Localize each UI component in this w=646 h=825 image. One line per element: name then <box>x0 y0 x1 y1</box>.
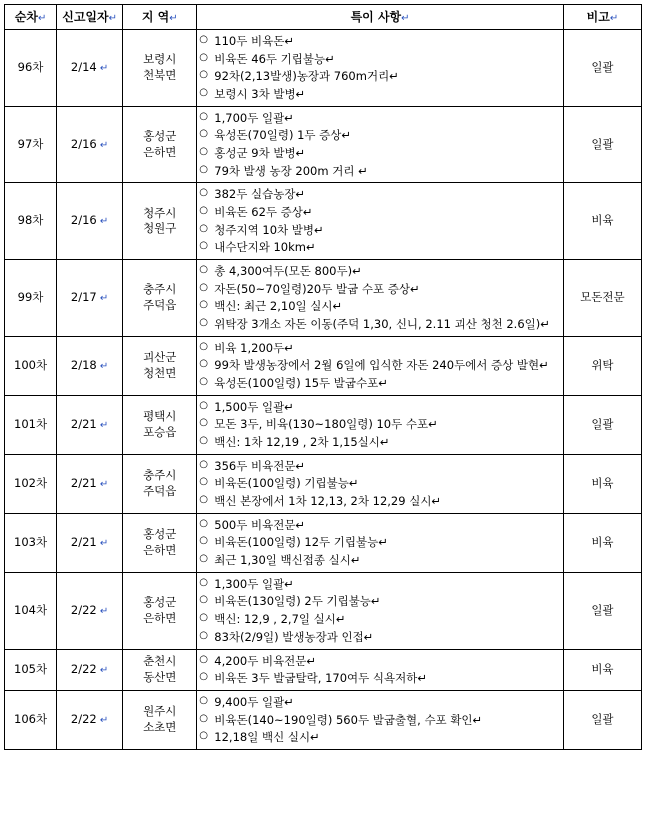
cell-sequence-no: 101차 <box>5 395 57 454</box>
cell-memo: 일괄 <box>563 106 641 183</box>
cell-sequence-no: 96차 <box>5 30 57 107</box>
note-item <box>199 629 561 646</box>
region-line: 청원구 <box>143 221 177 236</box>
region-line: 청주시 <box>143 205 177 220</box>
pilcrow-icon: ↵ <box>96 538 109 550</box>
note-item <box>199 375 561 392</box>
note-text: 356두 비육전문↵ <box>214 458 306 473</box>
region-line: 보령시 <box>143 52 177 67</box>
region-line: 청천면 <box>143 365 177 380</box>
note-item <box>199 239 561 256</box>
note-text: 9,400두 일괄↵ <box>214 694 294 709</box>
note-item <box>199 357 561 374</box>
bullet-circle-icon: ○ <box>199 281 209 293</box>
cell-sequence-no: 103차 <box>5 513 57 572</box>
notes-list <box>199 110 561 180</box>
column-header-notes: 특이 사항↵ <box>197 5 564 30</box>
bullet-circle-icon: ○ <box>199 535 209 547</box>
note-item <box>199 552 561 569</box>
region-line: 은하면 <box>143 610 177 625</box>
cell-notes <box>197 513 564 572</box>
pilcrow-icon: ↵ <box>401 12 410 24</box>
note-text: 백신: 1차 12,19 , 2차 1,15실시↵ <box>214 435 390 450</box>
bullet-circle-icon: ○ <box>199 87 209 99</box>
note-text: 모돈 3두, 비육(130~180일령) 10두 수포↵ <box>214 417 438 432</box>
cell-sequence-no: 105차 <box>5 649 57 690</box>
cell-report-date: 2/22 ↵ <box>57 572 123 649</box>
note-item <box>199 458 561 475</box>
pilcrow-icon: ↵ <box>96 361 109 372</box>
outbreak-report-table <box>4 4 642 750</box>
table-body <box>5 30 642 750</box>
cell-report-date: 2/14 ↵ <box>57 30 123 107</box>
note-item <box>199 204 561 221</box>
note-text: 99차 발생농장에서 2월 6일에 입식한 자돈 240두에서 증상 발현↵ <box>214 358 549 373</box>
bullet-circle-icon: ○ <box>199 163 209 175</box>
table-row <box>5 513 642 572</box>
note-text: 육성돈(70일령) 1두 증상↵ <box>214 128 352 143</box>
cell-notes <box>197 572 564 649</box>
region-line: 은하면 <box>143 144 177 159</box>
note-item <box>199 712 561 729</box>
note-text: 내수단지와 10km↵ <box>214 240 316 255</box>
table-row <box>5 183 642 260</box>
cell-region <box>123 513 197 572</box>
bullet-circle-icon: ○ <box>199 187 209 199</box>
table-row <box>5 106 642 183</box>
bullet-circle-icon: ○ <box>199 417 209 429</box>
pilcrow-icon: ↵ <box>96 293 109 305</box>
note-item <box>199 222 561 239</box>
note-item <box>199 517 561 534</box>
cell-memo: 일괄 <box>563 572 641 649</box>
table-row <box>5 690 642 749</box>
region-line: 주덕읍 <box>143 483 177 498</box>
region-line: 춘천시 <box>143 654 177 669</box>
note-text: 110두 비육돈↵ <box>214 34 294 48</box>
cell-notes <box>197 30 564 107</box>
note-text: 최근 1,30일 백신접종 실시↵ <box>214 553 361 568</box>
note-item <box>199 51 561 68</box>
cell-sequence-no: 99차 <box>5 260 57 337</box>
note-item <box>199 534 561 551</box>
notes-list <box>199 399 561 451</box>
bullet-circle-icon: ○ <box>199 110 209 122</box>
bullet-circle-icon: ○ <box>199 399 209 411</box>
pilcrow-icon: ↵ <box>37 12 47 24</box>
pilcrow-icon: ↵ <box>609 12 619 24</box>
pilcrow-icon: ↵ <box>96 715 109 727</box>
pilcrow-icon: ↵ <box>96 479 109 491</box>
note-text: 자돈(50~70일령)20두 발굽 수포 증상↵ <box>214 281 420 296</box>
note-item <box>199 145 561 162</box>
note-text: 백신: 최근 2,10일 실시↵ <box>214 299 343 314</box>
cell-memo: 위탁 <box>563 336 641 395</box>
note-text: 비육돈(130일령) 2두 기립불능↵ <box>214 594 381 609</box>
pilcrow-icon: ↵ <box>96 63 109 75</box>
note-text: 4,200두 비육전문↵ <box>214 653 317 668</box>
table-row <box>5 260 642 337</box>
region-line: 포승읍 <box>143 424 177 439</box>
region-line: 주덕읍 <box>143 297 177 312</box>
note-text: 비육돈 62두 증상↵ <box>214 205 313 220</box>
region-line: 소초면 <box>143 719 177 734</box>
note-item <box>199 694 561 711</box>
table-row <box>5 454 642 513</box>
cell-region <box>123 572 197 649</box>
cell-sequence-no: 97차 <box>5 106 57 183</box>
cell-report-date: 2/18 ↵ <box>57 336 123 395</box>
note-text: 79차 발생 농장 200m 거리 ↵ <box>214 163 368 178</box>
cell-region <box>123 30 197 107</box>
cell-region <box>123 690 197 749</box>
table-row <box>5 649 642 690</box>
column-header-memo: 비고↵ <box>563 5 641 30</box>
region-line: 홍성군 <box>143 129 177 144</box>
bullet-circle-icon: ○ <box>199 476 209 488</box>
pilcrow-icon: ↵ <box>169 12 178 24</box>
bullet-circle-icon: ○ <box>199 458 209 470</box>
bullet-circle-icon: ○ <box>199 694 209 706</box>
cell-notes <box>197 395 564 454</box>
bullet-circle-icon: ○ <box>199 594 209 606</box>
cell-report-date: 2/16 ↵ <box>57 183 123 260</box>
column-header-date: 신고일자↵ <box>57 5 123 30</box>
cell-region <box>123 395 197 454</box>
bullet-circle-icon: ○ <box>199 299 209 311</box>
cell-sequence-no: 98차 <box>5 183 57 260</box>
cell-report-date: 2/21 ↵ <box>57 395 123 454</box>
note-text: 백신 본장에서 1차 12,13, 2차 12,29 실시↵ <box>214 494 442 509</box>
note-text: 1,500두 일괄↵ <box>214 399 294 414</box>
bullet-circle-icon: ○ <box>199 612 209 624</box>
note-text: 총 4,300여두(모돈 800두)↵ <box>214 264 362 279</box>
note-text: 비육돈 3두 발굽탈락, 170여두 식욕저하↵ <box>214 671 427 686</box>
note-item <box>199 576 561 593</box>
bullet-circle-icon: ○ <box>199 358 209 370</box>
notes-list <box>199 33 561 103</box>
bullet-circle-icon: ○ <box>199 494 209 506</box>
pilcrow-icon: ↵ <box>96 216 109 228</box>
note-text: 12,18일 백신 실시↵ <box>214 730 320 745</box>
note-item <box>199 110 561 127</box>
region-line: 홍성군 <box>143 527 177 542</box>
region-line: 천북면 <box>143 67 177 82</box>
note-text: 위탁장 3개소 자돈 이동(주덕 1,30, 신니, 2.11 괴산 청천 2.6일)↵ <box>214 317 550 332</box>
cell-sequence-no: 106차 <box>5 690 57 749</box>
note-text: 382두 실습농장↵ <box>214 187 306 202</box>
note-text: 1,300두 일괄↵ <box>214 576 294 591</box>
region-line: 원주시 <box>143 704 177 719</box>
bullet-circle-icon: ○ <box>199 553 209 565</box>
bullet-circle-icon: ○ <box>199 435 209 447</box>
bullet-circle-icon: ○ <box>199 517 209 529</box>
region-line: 괴산군 <box>143 350 177 365</box>
pilcrow-icon: ↵ <box>96 605 109 617</box>
cell-region <box>123 260 197 337</box>
note-text: 83차(2/9일) 발생농장과 인접↵ <box>214 629 374 644</box>
cell-memo: 모돈전문 <box>563 260 641 337</box>
bullet-circle-icon: ○ <box>199 653 209 665</box>
note-text: 비육돈(100일령) 12두 기립불능↵ <box>214 535 388 550</box>
region-line: 홍성군 <box>143 595 177 610</box>
cell-memo: 일괄 <box>563 30 641 107</box>
bullet-circle-icon: ○ <box>199 376 209 388</box>
note-text: 비육돈(100일령) 기립불능↵ <box>214 476 359 491</box>
note-text: 92차(2,13발생)농장과 760m거리↵ <box>214 69 399 84</box>
table-row <box>5 30 642 107</box>
note-item <box>199 593 561 610</box>
pilcrow-icon: ↵ <box>96 139 109 151</box>
cell-notes <box>197 454 564 513</box>
cell-region <box>123 106 197 183</box>
cell-memo: 비육 <box>563 649 641 690</box>
note-item <box>199 475 561 492</box>
note-item <box>199 399 561 416</box>
cell-sequence-no: 104차 <box>5 572 57 649</box>
note-item <box>199 340 561 357</box>
note-item <box>199 416 561 433</box>
cell-report-date: 2/22 ↵ <box>57 649 123 690</box>
cell-memo: 비육 <box>563 513 641 572</box>
note-item <box>199 434 561 451</box>
note-text: 백신: 12,9 , 2,7일 실시↵ <box>214 612 346 627</box>
cell-notes <box>197 336 564 395</box>
cell-report-date: 2/21 ↵ <box>57 454 123 513</box>
bullet-circle-icon: ○ <box>199 222 209 234</box>
bullet-circle-icon: ○ <box>199 712 209 724</box>
cell-memo: 비육 <box>563 454 641 513</box>
cell-region <box>123 649 197 690</box>
note-text: 비육돈(140~190일령) 560두 발굽출혈, 수포 확인↵ <box>214 712 483 727</box>
region-line: 평택시 <box>143 409 177 424</box>
note-text: 청주지역 10차 발병↵ <box>214 222 324 237</box>
table-header-row <box>5 5 642 30</box>
note-item <box>199 86 561 103</box>
note-item <box>199 298 561 315</box>
cell-report-date: 2/22 ↵ <box>57 690 123 749</box>
note-item <box>199 670 561 687</box>
pilcrow-icon: ↵ <box>108 12 117 24</box>
note-item <box>199 316 561 333</box>
region-line: 충주시 <box>143 468 177 483</box>
pilcrow-icon: ↵ <box>96 664 109 676</box>
cell-memo: 비육 <box>563 183 641 260</box>
column-header-no: 순차↵ <box>5 5 57 30</box>
cell-report-date: 2/17 ↵ <box>57 260 123 337</box>
note-text: 육성돈(100일령) 15두 발굽수포↵ <box>214 376 388 391</box>
notes-list <box>199 694 561 746</box>
note-item <box>199 611 561 628</box>
note-item <box>199 163 561 180</box>
note-text: 500두 비육전문↵ <box>214 517 306 532</box>
note-text: 홍성군 9차 발병↵ <box>214 146 306 161</box>
cell-region <box>123 336 197 395</box>
note-text: 1,700두 일괄↵ <box>214 110 294 125</box>
note-text: 보령시 3차 발병↵ <box>214 87 306 102</box>
cell-memo: 일괄 <box>563 690 641 749</box>
cell-memo: 일괄 <box>563 395 641 454</box>
region-line: 충주시 <box>143 282 177 297</box>
note-item <box>199 493 561 510</box>
notes-list <box>199 458 561 510</box>
note-item <box>199 729 561 746</box>
notes-list <box>199 517 561 569</box>
cell-sequence-no: 100차 <box>5 336 57 395</box>
notes-list <box>199 186 561 256</box>
notes-list <box>199 576 561 646</box>
bullet-circle-icon: ○ <box>199 576 209 588</box>
note-item <box>199 263 561 280</box>
note-text: 비육돈 46두 기립불능↵ <box>214 51 335 66</box>
notes-list <box>199 340 561 392</box>
pilcrow-icon: ↵ <box>96 420 109 432</box>
bullet-circle-icon: ○ <box>199 730 209 742</box>
cell-report-date: 2/16 ↵ <box>57 106 123 183</box>
cell-region <box>123 183 197 260</box>
note-item <box>199 127 561 144</box>
bullet-circle-icon: ○ <box>199 69 209 81</box>
table-row <box>5 336 642 395</box>
bullet-circle-icon: ○ <box>199 240 209 252</box>
cell-report-date: 2/21 ↵ <box>57 513 123 572</box>
region-line: 동산면 <box>143 669 177 684</box>
note-item <box>199 186 561 203</box>
bullet-circle-icon: ○ <box>199 629 209 641</box>
cell-notes <box>197 106 564 183</box>
cell-region <box>123 454 197 513</box>
region-line: 은하면 <box>143 542 177 557</box>
bullet-circle-icon: ○ <box>199 146 209 158</box>
cell-notes <box>197 649 564 690</box>
cell-notes <box>197 690 564 749</box>
bullet-circle-icon: ○ <box>199 264 209 276</box>
note-text: 비육 1,200두↵ <box>214 340 294 355</box>
column-header-area: 지 역↵ <box>123 5 197 30</box>
bullet-circle-icon: ○ <box>199 317 209 329</box>
bullet-circle-icon: ○ <box>199 205 209 217</box>
table-row <box>5 395 642 454</box>
bullet-circle-icon: ○ <box>199 51 209 63</box>
notes-list <box>199 263 561 333</box>
note-item <box>199 33 561 50</box>
bullet-circle-icon: ○ <box>199 340 209 352</box>
table-row <box>5 572 642 649</box>
cell-notes <box>197 260 564 337</box>
cell-sequence-no: 102차 <box>5 454 57 513</box>
bullet-circle-icon: ○ <box>199 34 209 45</box>
note-item <box>199 68 561 85</box>
bullet-circle-icon: ○ <box>199 128 209 140</box>
notes-list <box>199 653 561 687</box>
cell-notes <box>197 183 564 260</box>
bullet-circle-icon: ○ <box>199 671 209 683</box>
note-item <box>199 281 561 298</box>
note-item <box>199 653 561 670</box>
